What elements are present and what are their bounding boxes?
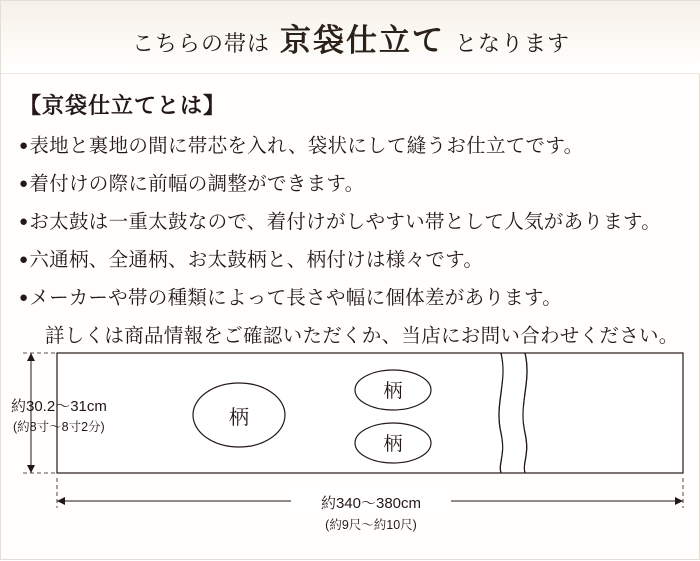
bullet-mark-icon: ●: [19, 252, 29, 268]
list-item: [19, 207, 683, 238]
definition-title: 【京袋仕立てとは】: [19, 93, 227, 118]
break-gap-fill: [502, 354, 524, 472]
bullet-mark-icon: ●: [19, 290, 29, 306]
header-suffix: となります: [455, 30, 571, 56]
length-label-sub: (約9尺〜約10尺): [325, 518, 417, 532]
length-arrow-right-icon: [675, 497, 683, 505]
height-arrow-top-icon: [27, 353, 35, 361]
height-arrow-bottom-icon: [27, 465, 35, 473]
header-prefix: こちらの帯は: [131, 30, 270, 56]
list-item: [19, 245, 683, 276]
list-item-label: メーカーや帯の種類によって長さや幅に個体差があります。: [29, 288, 563, 309]
list-item-label: お太鼓は一重太鼓なので、着付けがしやすい帯として人気があります。: [29, 212, 662, 233]
list-item-label: 六通柄、全通柄、お太鼓柄と、柄付けは様々です。: [29, 250, 484, 271]
bullet-mark-icon: ●: [19, 138, 29, 154]
list-item-label: 着付けの際に前幅の調整ができます。: [29, 174, 365, 195]
list-item: [19, 131, 683, 162]
bullet-mark-icon: ●: [19, 176, 29, 192]
pattern-label: 柄: [383, 381, 403, 402]
height-label-main: 約30.2〜31cm: [11, 398, 107, 415]
length-arrow-left-icon: [57, 497, 65, 505]
obi-dimension-diagram: [1, 333, 700, 561]
definition-bullet-list: [19, 131, 683, 352]
bullet-mark-icon: ●: [19, 214, 29, 230]
list-item: [19, 169, 683, 200]
header-title: 京袋仕立て: [280, 22, 445, 58]
page-header: [1, 1, 700, 74]
pattern-label: 柄: [383, 434, 403, 455]
pattern-label: 柄: [229, 407, 249, 429]
height-label-sub: (約8寸〜8寸2分): [13, 420, 105, 434]
definition-subline: 詳しくは商品情報をご確認いただくか、当店にお問い合わせください。: [45, 326, 679, 347]
length-label-main: 約340〜380cm: [320, 495, 422, 512]
list-item-label: 表地と裏地の間に帯芯を入れ、袋状にして縫うお仕立てです。: [29, 136, 584, 157]
header-line: [132, 15, 570, 60]
list-item: [19, 283, 683, 314]
